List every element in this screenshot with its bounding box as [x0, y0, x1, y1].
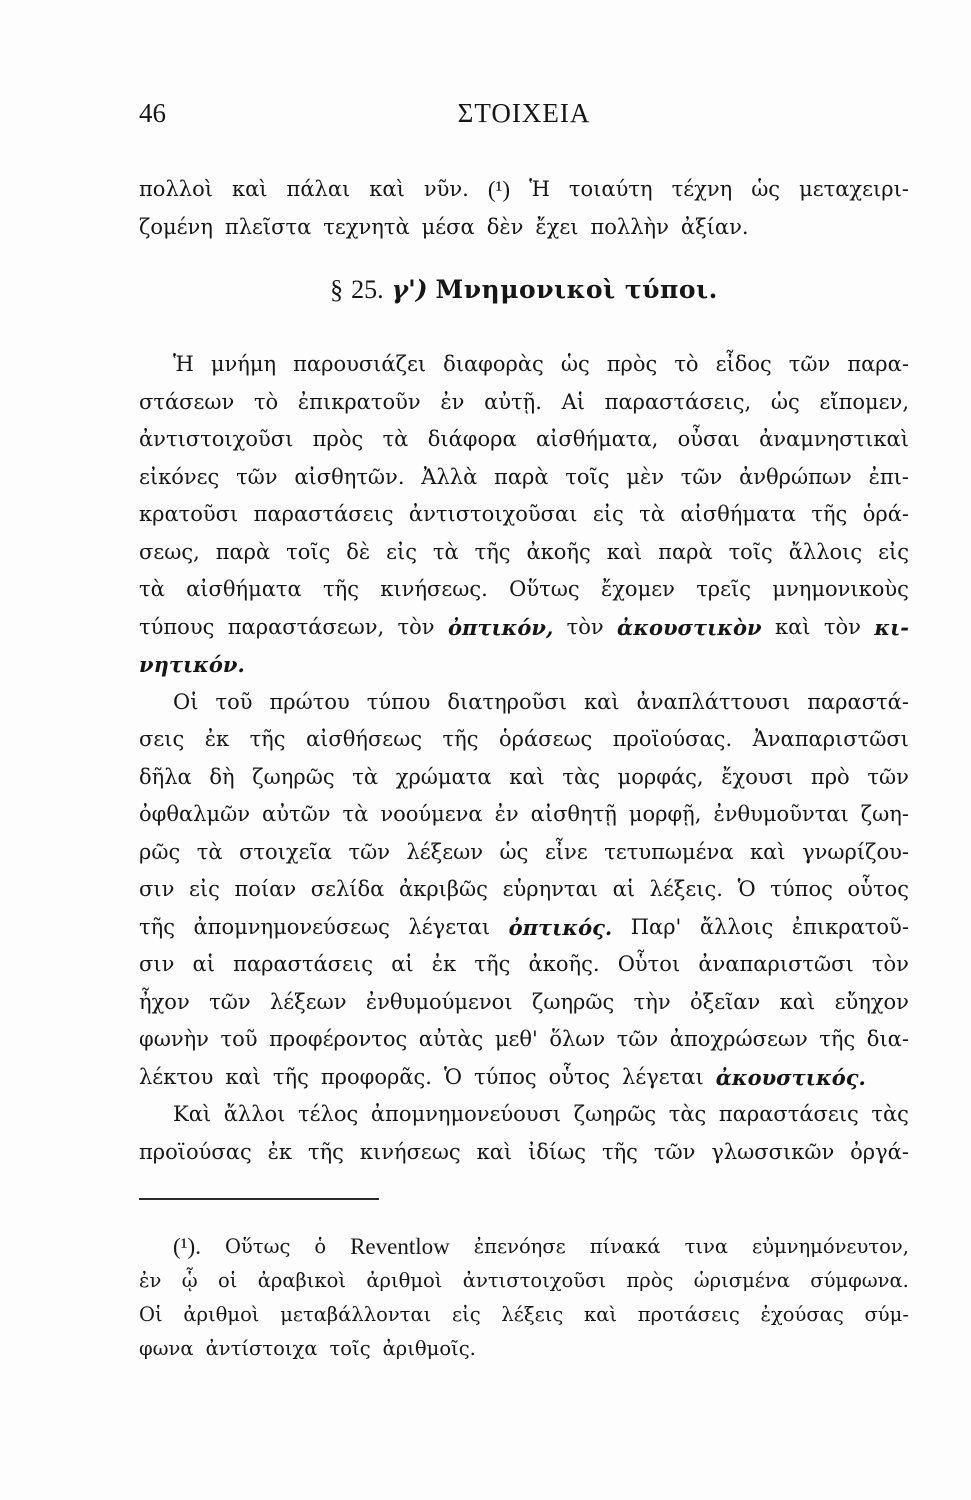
- section-symbol: §: [330, 275, 344, 304]
- text-line: [139, 609, 909, 647]
- word: ἄλλοις: [788, 539, 863, 564]
- word: ἀποχρώσεων: [669, 1027, 808, 1051]
- word: ἐπικρατοῦν: [297, 389, 421, 414]
- word: παραστάσεις: [233, 952, 373, 976]
- word: παρα-: [847, 352, 909, 376]
- word: τῆς: [249, 727, 286, 751]
- word: ὁράσεως: [498, 727, 593, 751]
- word: τῆς: [811, 502, 848, 526]
- word: Αἱ: [561, 389, 585, 414]
- word: Οἱ: [173, 689, 199, 714]
- word: τρεῖς: [696, 577, 752, 601]
- text-line: [139, 1059, 909, 1097]
- word: πολλὴν: [590, 214, 669, 239]
- word: ᾧ: [181, 1269, 198, 1292]
- word: Καὶ: [173, 1102, 212, 1126]
- word: ἐχούσας: [760, 1303, 844, 1326]
- text-line: [139, 346, 909, 384]
- word: εἶνε: [544, 839, 588, 864]
- word: καὶ: [750, 839, 786, 864]
- word: ἀριθμοὶ: [366, 1269, 443, 1292]
- word: πρὸς: [606, 352, 658, 376]
- word: τὸ: [253, 389, 279, 414]
- text-line: [139, 909, 909, 947]
- word: ἄλλοι: [223, 1102, 286, 1126]
- word: καὶ: [369, 177, 405, 201]
- word: νητικόν.: [139, 652, 245, 677]
- word: κι-: [874, 614, 909, 640]
- word: τύπους: [139, 614, 215, 639]
- word: λέξεις.: [649, 877, 723, 901]
- text-line: [139, 459, 909, 497]
- word: αἰσθήματα,: [535, 427, 659, 451]
- word: Οὗτοι: [617, 952, 681, 976]
- word: Ὁ: [443, 1064, 463, 1089]
- word: παραστά-: [807, 689, 909, 714]
- text-line: [139, 684, 909, 722]
- word: παραστάσεων,: [227, 614, 385, 639]
- word: ἀκοῆς.: [528, 952, 600, 976]
- word: ἔχει: [535, 214, 579, 239]
- word: λέγεται: [408, 914, 491, 939]
- word: πρὸ: [810, 764, 850, 789]
- text-line: [139, 1264, 909, 1298]
- word: πρὸς: [312, 427, 364, 451]
- word: αἱ: [192, 952, 215, 976]
- word: Οὕτως: [509, 577, 580, 601]
- word: τύπος: [770, 877, 833, 901]
- word: προφέροντος: [269, 1027, 408, 1051]
- word: αἱ: [612, 877, 636, 901]
- word: δὲ: [346, 539, 371, 564]
- word: τοιαύτη: [568, 177, 653, 201]
- word: αἰσθήσεως: [306, 727, 423, 751]
- word: ἀντιστοιχοῦσι: [139, 427, 294, 451]
- word: ἀπομνημονεύουσι: [370, 1102, 562, 1126]
- word: στοιχεῖα: [239, 839, 332, 864]
- word: Ἀλλὰ: [421, 464, 478, 489]
- word: γνωρίζου-: [802, 839, 909, 864]
- word: τύπος: [474, 1064, 537, 1089]
- word: καὶ: [476, 1139, 513, 1164]
- word: παρουσιάζει: [293, 352, 427, 376]
- word: (¹).: [173, 1234, 201, 1259]
- word: τῆς: [474, 952, 511, 976]
- word: εὔηχον: [834, 989, 909, 1014]
- word: εἴπομεν,: [819, 389, 909, 414]
- text-line: [139, 534, 909, 572]
- word: Οὕτως: [224, 1235, 291, 1258]
- text-line: [139, 1230, 909, 1264]
- word: τὰς: [871, 1102, 909, 1126]
- word: ρῶς: [139, 839, 181, 864]
- body-text: [139, 346, 909, 1171]
- page-number: 46: [139, 98, 166, 128]
- word: ὁ: [314, 1235, 327, 1258]
- word: λέξεων: [269, 989, 347, 1014]
- text-line: [139, 796, 909, 834]
- text-line: [139, 759, 909, 797]
- word: τέλος: [298, 1102, 359, 1126]
- word: τετυπωμένα: [604, 839, 734, 864]
- word: ἄλλοις: [699, 914, 774, 939]
- word: τὰς: [668, 1102, 707, 1126]
- word: τέχνη: [671, 177, 733, 201]
- word: καὶ: [779, 989, 816, 1014]
- word: τοῖς: [286, 539, 331, 564]
- text-line: [139, 946, 909, 984]
- running-head: ΣΤΟΙΧΕΙΑ: [457, 98, 591, 128]
- footnote-rule: [139, 1198, 379, 1200]
- word: καὶ: [231, 177, 268, 201]
- word: παραστάσεις,: [604, 389, 752, 414]
- word: ἐκ: [267, 1139, 293, 1164]
- word: νοούμενα: [380, 802, 483, 826]
- word: ἀκουστικὸν: [617, 614, 762, 640]
- word: τοῦ: [220, 1027, 258, 1051]
- word: τῶν: [788, 352, 831, 376]
- word: γλωσσικῶν: [711, 1139, 835, 1164]
- continuation-paragraph: [139, 171, 909, 246]
- word: ζωη-: [860, 802, 909, 826]
- word: ἀκριβῶς: [399, 877, 488, 901]
- word: ζωηρῶς: [252, 764, 335, 789]
- word: ζομένη: [139, 214, 213, 239]
- word: τὰ: [639, 502, 665, 526]
- word: ἀριθμοὶ: [183, 1303, 260, 1326]
- word: Ἡ: [529, 177, 550, 201]
- word: λέκτου: [139, 1064, 214, 1089]
- word: μεθ': [494, 1027, 538, 1051]
- word: μορφάς,: [617, 764, 704, 789]
- word: μέσα: [421, 214, 475, 239]
- text-line: [139, 421, 909, 459]
- word: ἐνθυμούμενοι: [365, 989, 513, 1014]
- word: ἀριθμοῖς.: [382, 1337, 476, 1360]
- word: καὶ: [584, 689, 620, 714]
- word: καὶ: [606, 539, 643, 564]
- word: καὶ: [584, 1303, 618, 1326]
- word: Ἡ: [173, 352, 194, 376]
- word: προϊούσας.: [612, 727, 733, 751]
- word: νῦν.: [423, 177, 469, 201]
- text-line: [139, 496, 909, 534]
- word: προφορᾶς.: [320, 1064, 432, 1089]
- word: ἐπι-: [868, 464, 909, 489]
- word: τῶν: [236, 464, 278, 489]
- word: παρὰ: [215, 539, 271, 564]
- word: ἔχομεν: [600, 577, 675, 601]
- word: τῆς: [474, 539, 511, 564]
- word: πρὸς: [626, 1269, 674, 1292]
- text-line: [139, 1096, 909, 1134]
- word: τῆς: [323, 577, 360, 601]
- text-line: [139, 721, 909, 759]
- word: τὸν: [823, 614, 861, 639]
- text-line: [139, 871, 909, 909]
- text-line: [139, 171, 909, 209]
- word: τῶν: [653, 1139, 696, 1164]
- text-line: [139, 834, 909, 872]
- word: ὀργά-: [850, 1139, 909, 1164]
- word: μορφῇ,: [628, 802, 702, 826]
- section-label: γ'): [391, 275, 428, 304]
- word: τῶν: [209, 989, 251, 1014]
- word: εἶδος: [715, 352, 772, 376]
- word: ὀπτικόν,: [447, 614, 554, 640]
- word: ἀκοῆς: [526, 539, 591, 564]
- word: ἀντιστοιχοῦσι: [462, 1269, 607, 1292]
- word: ἀξίαν.: [680, 214, 749, 239]
- word: εἰς: [592, 502, 624, 526]
- word: οὗτος: [548, 1064, 611, 1089]
- word: παρὰ: [658, 539, 713, 564]
- word: ὡς: [751, 177, 781, 201]
- word: τῆς: [601, 1139, 638, 1164]
- word: τὸν: [871, 952, 909, 976]
- word: ὁρά-: [862, 502, 909, 526]
- text-line: [139, 1298, 909, 1332]
- word: εἰς: [188, 877, 220, 901]
- word: σιν: [139, 952, 175, 976]
- word: ἀντίστοιχα: [205, 1337, 318, 1360]
- word: τὰ: [139, 577, 165, 601]
- word: τὰς: [562, 764, 600, 789]
- word: λέγεται: [622, 1064, 704, 1089]
- text-line: [139, 646, 909, 684]
- word: οὗτος: [847, 877, 909, 901]
- footnote: [139, 1230, 909, 1366]
- text-line: [139, 209, 909, 247]
- word: δὲν: [486, 214, 524, 239]
- word: ὡς: [560, 352, 590, 376]
- word: Παρ': [630, 914, 682, 939]
- word: (¹): [487, 177, 511, 202]
- word: ὀφθαλμῶν: [139, 802, 251, 826]
- word: τὸν: [566, 614, 604, 639]
- word: αἰσθητῇ: [530, 802, 617, 826]
- word: τῶν: [616, 1027, 659, 1051]
- word: Ὁ: [737, 877, 756, 901]
- word: τοῖς: [329, 1337, 371, 1360]
- word: ὅλων: [549, 1027, 606, 1051]
- word: τῆς: [307, 1139, 344, 1164]
- word: ἀναμνηστικαὶ: [759, 427, 909, 451]
- word: μεταχειρι-: [799, 177, 909, 201]
- word: δια-: [866, 1027, 909, 1051]
- word: ἦχον: [139, 989, 190, 1014]
- text-line: [139, 571, 909, 609]
- word: εἰκόνες: [139, 464, 220, 489]
- word: κινήσεως.: [380, 577, 488, 601]
- word: φωνα: [139, 1337, 194, 1360]
- word: παραστάσεις: [718, 1102, 859, 1126]
- word: σεις: [139, 727, 185, 751]
- word: οἱ: [217, 1269, 238, 1292]
- word: μνημονικοὺς: [772, 577, 909, 601]
- word: προτάσεις: [637, 1303, 740, 1326]
- word: πρώτου: [269, 689, 350, 714]
- word: εἰς: [452, 1303, 481, 1326]
- word: ἐνθυμοῦνται: [713, 802, 849, 826]
- word: διάφορα: [427, 427, 517, 451]
- word: λέξεις: [501, 1303, 564, 1326]
- word: ἀνθρώπων: [739, 464, 852, 489]
- word: σεως,: [139, 539, 200, 564]
- word: αὐτῇ.: [484, 389, 542, 414]
- section-title: Μνημονικοὶ τύποι.: [435, 275, 718, 304]
- word: ἐν: [139, 1269, 162, 1292]
- word: δὴ: [209, 764, 235, 789]
- word: ἐκ: [204, 727, 230, 751]
- text-line: [139, 384, 909, 422]
- word: τύπου: [366, 689, 431, 714]
- word: κινήσεως: [359, 1139, 461, 1164]
- word: ἐκ: [431, 952, 457, 976]
- word: διατηροῦσι: [447, 689, 567, 714]
- word: ἀναπαριστῶσι: [698, 952, 854, 976]
- text-line: [139, 984, 909, 1022]
- word: σιν: [139, 877, 175, 901]
- word: πολλοὶ: [139, 177, 213, 201]
- word: τῆς: [819, 1027, 856, 1051]
- word: τεχνητὰ: [323, 214, 410, 239]
- word: παραστάσεις: [253, 502, 394, 526]
- word: αἱ: [391, 952, 414, 976]
- word: Οἱ: [139, 1303, 163, 1326]
- word: ἀραβικοὶ: [257, 1269, 346, 1292]
- word: αἰσθήματα: [186, 577, 302, 601]
- word: μὲν: [626, 464, 665, 489]
- word: εὐμνημόνευτον,: [752, 1235, 909, 1258]
- word: Reventlow: [350, 1234, 450, 1259]
- word: ὡς: [770, 389, 800, 414]
- word: μεταβάλλονται: [280, 1303, 432, 1326]
- word: καὶ: [509, 764, 545, 789]
- word: καὶ: [775, 614, 811, 639]
- word: προϊούσας: [139, 1139, 252, 1164]
- word: δῆλα: [139, 764, 192, 789]
- word: εὑρηνται: [502, 877, 598, 901]
- word: τῶν: [348, 839, 390, 864]
- word: πλεῖστα: [224, 214, 312, 239]
- word: τὰ: [352, 764, 379, 789]
- word: τὰ: [342, 802, 369, 826]
- text-line: [139, 1021, 909, 1059]
- word: Ἀναπαριστῶσι: [752, 727, 909, 751]
- word: εἰς: [386, 539, 417, 564]
- word: εἰς: [878, 539, 909, 564]
- word: χρώματα: [395, 764, 492, 789]
- word: αἰσθητῶν.: [294, 464, 405, 489]
- word: ζωηρῶς: [573, 1102, 657, 1126]
- word: τὰ: [382, 427, 409, 451]
- word: κρατοῦσι: [139, 502, 239, 526]
- word: ἀναπλάττουσι: [636, 689, 791, 714]
- word: τὰ: [432, 539, 459, 564]
- word: ἀπομνημονεύσεως: [193, 914, 390, 939]
- word: τῆς: [139, 914, 175, 939]
- word: τὸν: [397, 614, 435, 639]
- word: τινα: [684, 1235, 729, 1258]
- word: ὀξεῖαν: [689, 989, 761, 1014]
- word: ὡρισμένα: [693, 1269, 790, 1292]
- word: ποίαν: [234, 877, 297, 901]
- text-line: [139, 1332, 909, 1366]
- word: ἀκουστικός.: [715, 1064, 866, 1090]
- word: αἰσθήματα: [680, 502, 796, 526]
- word: πάλαι: [286, 177, 351, 201]
- word: μνήμη: [210, 352, 277, 376]
- word: πίνακά: [589, 1235, 661, 1258]
- word: διαφορὰς: [443, 352, 544, 376]
- word: στάσεων: [139, 389, 235, 414]
- word: τοῖς: [728, 539, 773, 564]
- word: τὸ: [674, 352, 699, 376]
- word: ἐν: [494, 802, 519, 826]
- section-heading: [139, 270, 909, 310]
- word: σύμφωνα.: [810, 1269, 909, 1292]
- word: αὐτὰς: [418, 1027, 484, 1051]
- word: τὰ: [196, 839, 223, 864]
- section-number: 25.: [351, 275, 384, 304]
- word: ἰδίως: [528, 1139, 587, 1164]
- word: ζωηρῶς: [531, 989, 615, 1014]
- word: αὐτῶν: [262, 802, 331, 826]
- word: λέξεων: [406, 839, 484, 864]
- word: τῶν: [680, 464, 723, 489]
- word: τῆς: [442, 727, 479, 751]
- word: παρὰ: [494, 464, 549, 489]
- word: τῆς: [272, 1064, 309, 1089]
- word: τὴν: [633, 989, 671, 1014]
- word: ἀντιστοιχοῦσαι: [408, 502, 578, 526]
- page-header: [139, 98, 909, 138]
- text-line: [139, 1134, 909, 1172]
- word: ἔχουσι: [721, 764, 794, 789]
- word: οὖσαι: [677, 427, 740, 451]
- word: φωνὴν: [139, 1027, 209, 1051]
- word: καὶ: [225, 1064, 261, 1089]
- word: ἐπικρατοῦ-: [791, 914, 909, 939]
- word: ἐπενόησε: [473, 1235, 566, 1258]
- word: τῶν: [867, 764, 909, 789]
- word: ὡς: [499, 839, 529, 864]
- word: τοῦ: [215, 689, 253, 714]
- word: σελίδα: [310, 877, 385, 901]
- word: σύμ-: [864, 1303, 909, 1326]
- word: ὀπτικός.: [508, 914, 613, 940]
- word: ἐν: [440, 389, 465, 414]
- word: τοῖς: [565, 464, 610, 489]
